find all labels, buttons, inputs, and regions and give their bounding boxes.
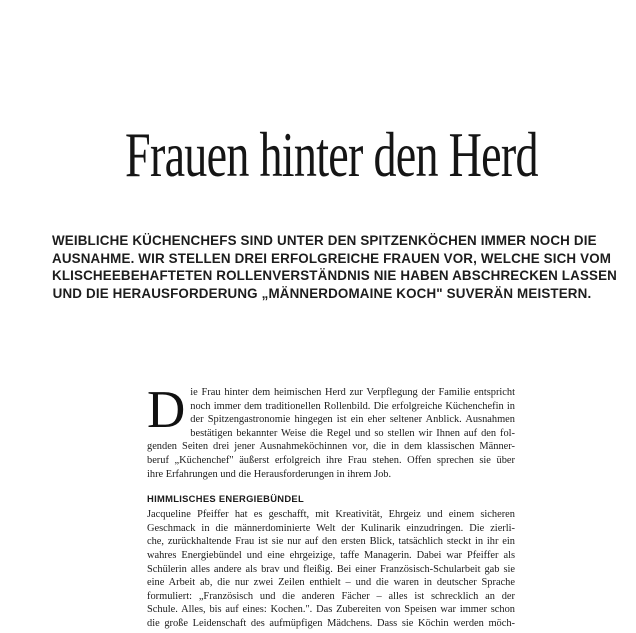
intro-line: bestätigen bekannter Weise die Regel und so stellen wir Ihnen auf den fol- xyxy=(190,427,515,439)
drop-cap: D xyxy=(147,381,186,439)
subhead-line: WEIBLICHE KÜCHENCHEFS SIND UNTER DEN SPITZENKÖCHEN IMMER NOCH DIE xyxy=(52,233,597,248)
subhead-line: KLISCHEEBEHAFTETEN ROLLENVERSTÄNDNIS NIE HABEN ABSCHRECKEN LASSEN xyxy=(52,268,618,283)
subhead-line: AUSNAHME. WIR STELLEN DREI ERFOLGREICHE FRAUEN VOR, WELCHE SICH VOM xyxy=(52,250,612,266)
intro-line: beruf „Küchenchef" äußerst erfolgreich ihre Frau stehen. Offen sprechen sie über xyxy=(147,454,515,466)
article-headline: Frauen hinter den Herd xyxy=(125,119,538,190)
section-line: die große Leidenschaft des aufmüpfigen Mädchens. Dass sie Köchin werden möch- xyxy=(147,617,515,629)
section-line: eine Arbeit ab, die nur zwei Zeilen enthielt – und die waren in deutscher Sprache xyxy=(147,577,515,589)
intro-line: genden Seiten drei jener Ausnahmeköchinnen vor, die in dem klassischen Männer- xyxy=(147,441,515,453)
intro-line: der Spitzengastronomie hingegen ist ein eher seltener Anblick. Ausnahmen xyxy=(190,414,515,426)
section-line: Geschmack in die männerdominierte Welt der Kulinarik einzudringen. Die zierli- xyxy=(147,522,515,534)
section-line: formuliert: „Französisch und die anderen Fächer – alles ist schrecklich an der xyxy=(147,590,515,602)
section-paragraph xyxy=(147,508,515,630)
article-body xyxy=(147,381,515,631)
section-line: Schule. Alles, bis auf eines: Kochen.". Das Zubereiten von Speisen war immer schon xyxy=(147,604,515,616)
intro-line: ie Frau hinter dem heimischen Herd zur Verpflegung der Familie entspricht xyxy=(190,387,515,398)
subhead-line: UND DIE HERAUSFORDERUNG „MÄNNERDOMAINE KOCH" SUVERÄN MEISTERN. xyxy=(52,285,592,301)
section-line: Jacqueline Pfeiffer hat es geschafft, mit Kreativität, Ehrgeiz und einem sicheren xyxy=(147,509,515,521)
section-heading: HIMMLISCHES ENERGIEBÜNDEL xyxy=(147,493,304,505)
article-subheadline xyxy=(52,232,618,302)
section-line: che, zurückhaltende Frau ist sie nur auf den ersten Blick, tatsächlich steckt in ihr ein xyxy=(147,536,515,548)
section-line: wahres Energiebündel und eine ehrgeizige, taffe Managerin. Dabei war Pfeiffer als xyxy=(147,549,515,561)
intro-line: ihre Erfahrungen und die Herausforderungen in ihrem Job. xyxy=(147,468,392,480)
section-line: Schülerin alles andere als brav und fleißig. Bei einer Französisch-Schularbeit gab sie xyxy=(147,563,515,575)
intro-line: noch immer dem traditionellen Rollenbild. Die erfolgreiche Küchenchefin in xyxy=(190,400,515,412)
intro-paragraph xyxy=(147,381,515,481)
